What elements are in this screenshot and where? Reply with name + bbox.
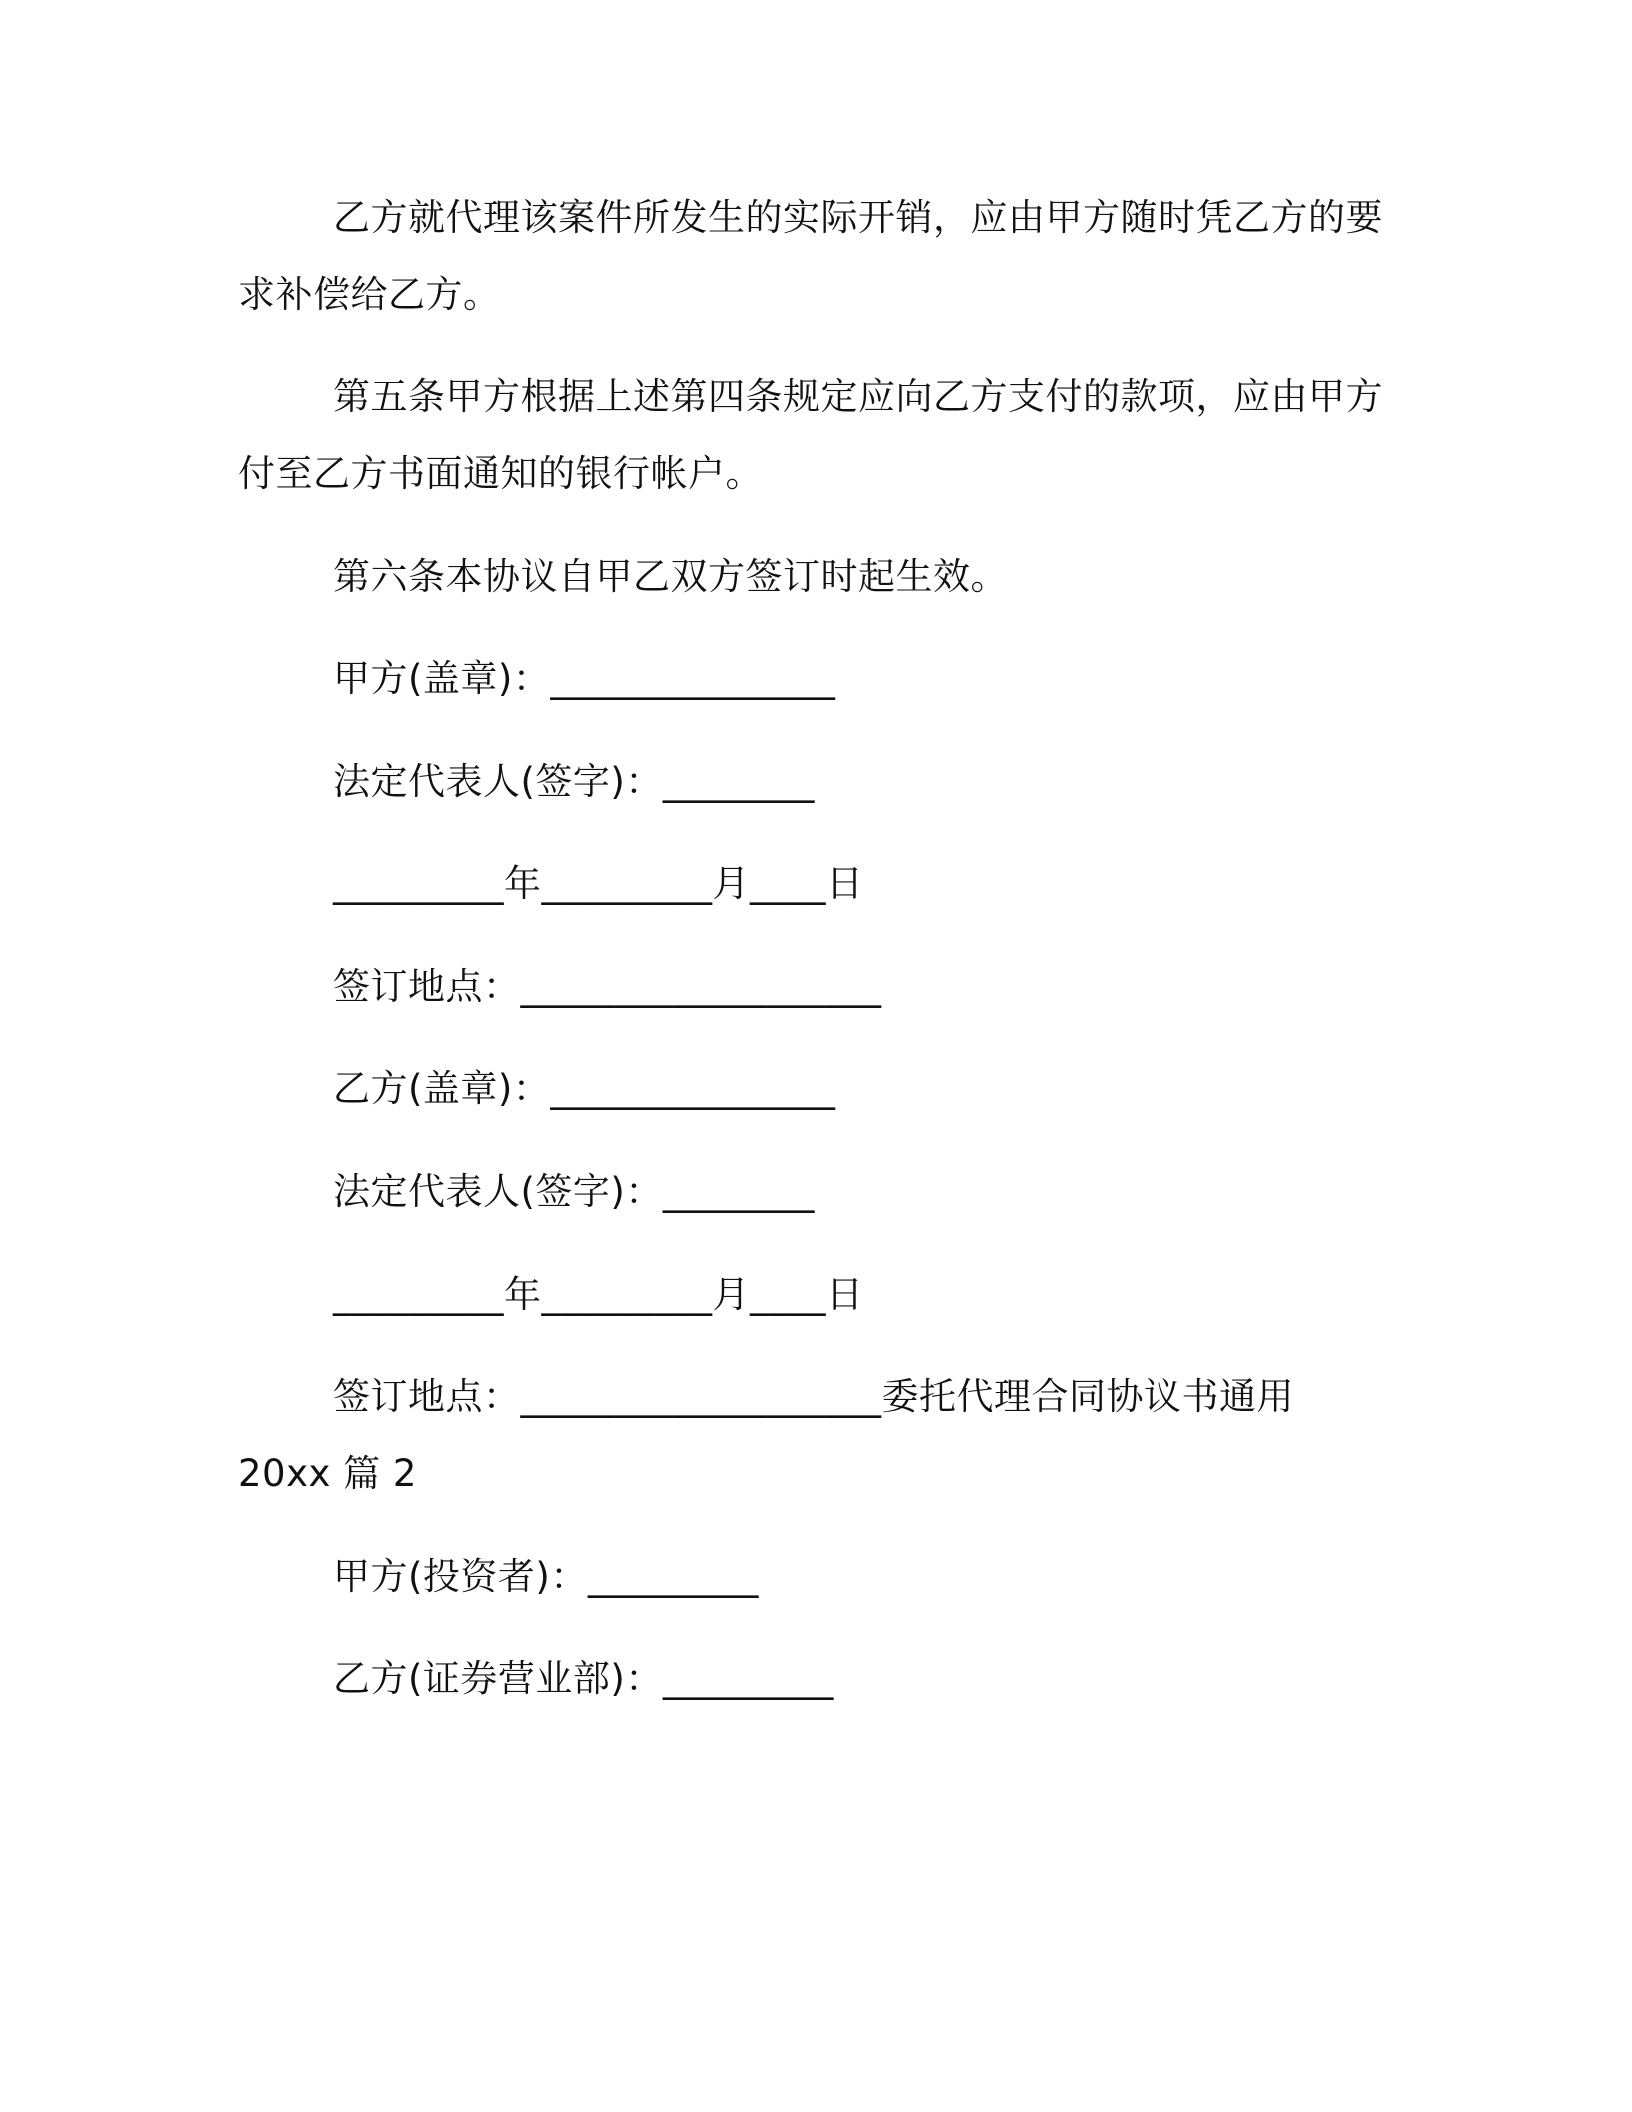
party-a-seal-field: 甲方(盖章)：_______________ [333,657,836,700]
article-5-line-2: 付至乙方书面通知的银行帐户。 [238,452,763,495]
paragraph-reimbursement-line-2: 求补偿给乙方。 [238,273,501,316]
section-title-continuation: 20xx 篇 2 [238,1452,417,1495]
party-b-representative-field: 法定代表人(签字)：________ [333,1170,815,1213]
article-6: 第六条本协议自甲乙双方签订时起生效。 [333,555,1008,598]
investor-party-field: 甲方(投资者)：_________ [333,1555,759,1598]
securities-branch-party-field: 乙方(证券营业部)：_________ [333,1657,834,1700]
party-b-location-and-title: 签订地点：___________________委托代理合同协议书通用 [333,1375,1294,1418]
party-a-location-field: 签订地点：___________________ [333,965,882,1008]
article-5-line-1: 第五条甲方根据上述第四条规定应向乙方支付的款项，应由甲方 [333,375,1383,418]
party-b-seal-field: 乙方(盖章)：_______________ [333,1067,836,1110]
paragraph-reimbursement-line-1: 乙方就代理该案件所发生的实际开销，应由甲方随时凭乙方的要 [333,196,1383,239]
party-a-date-field: _________年_________月____日 [333,862,864,905]
party-a-representative-field: 法定代表人(签字)：________ [333,760,815,803]
party-b-date-field: _________年_________月____日 [333,1273,864,1316]
